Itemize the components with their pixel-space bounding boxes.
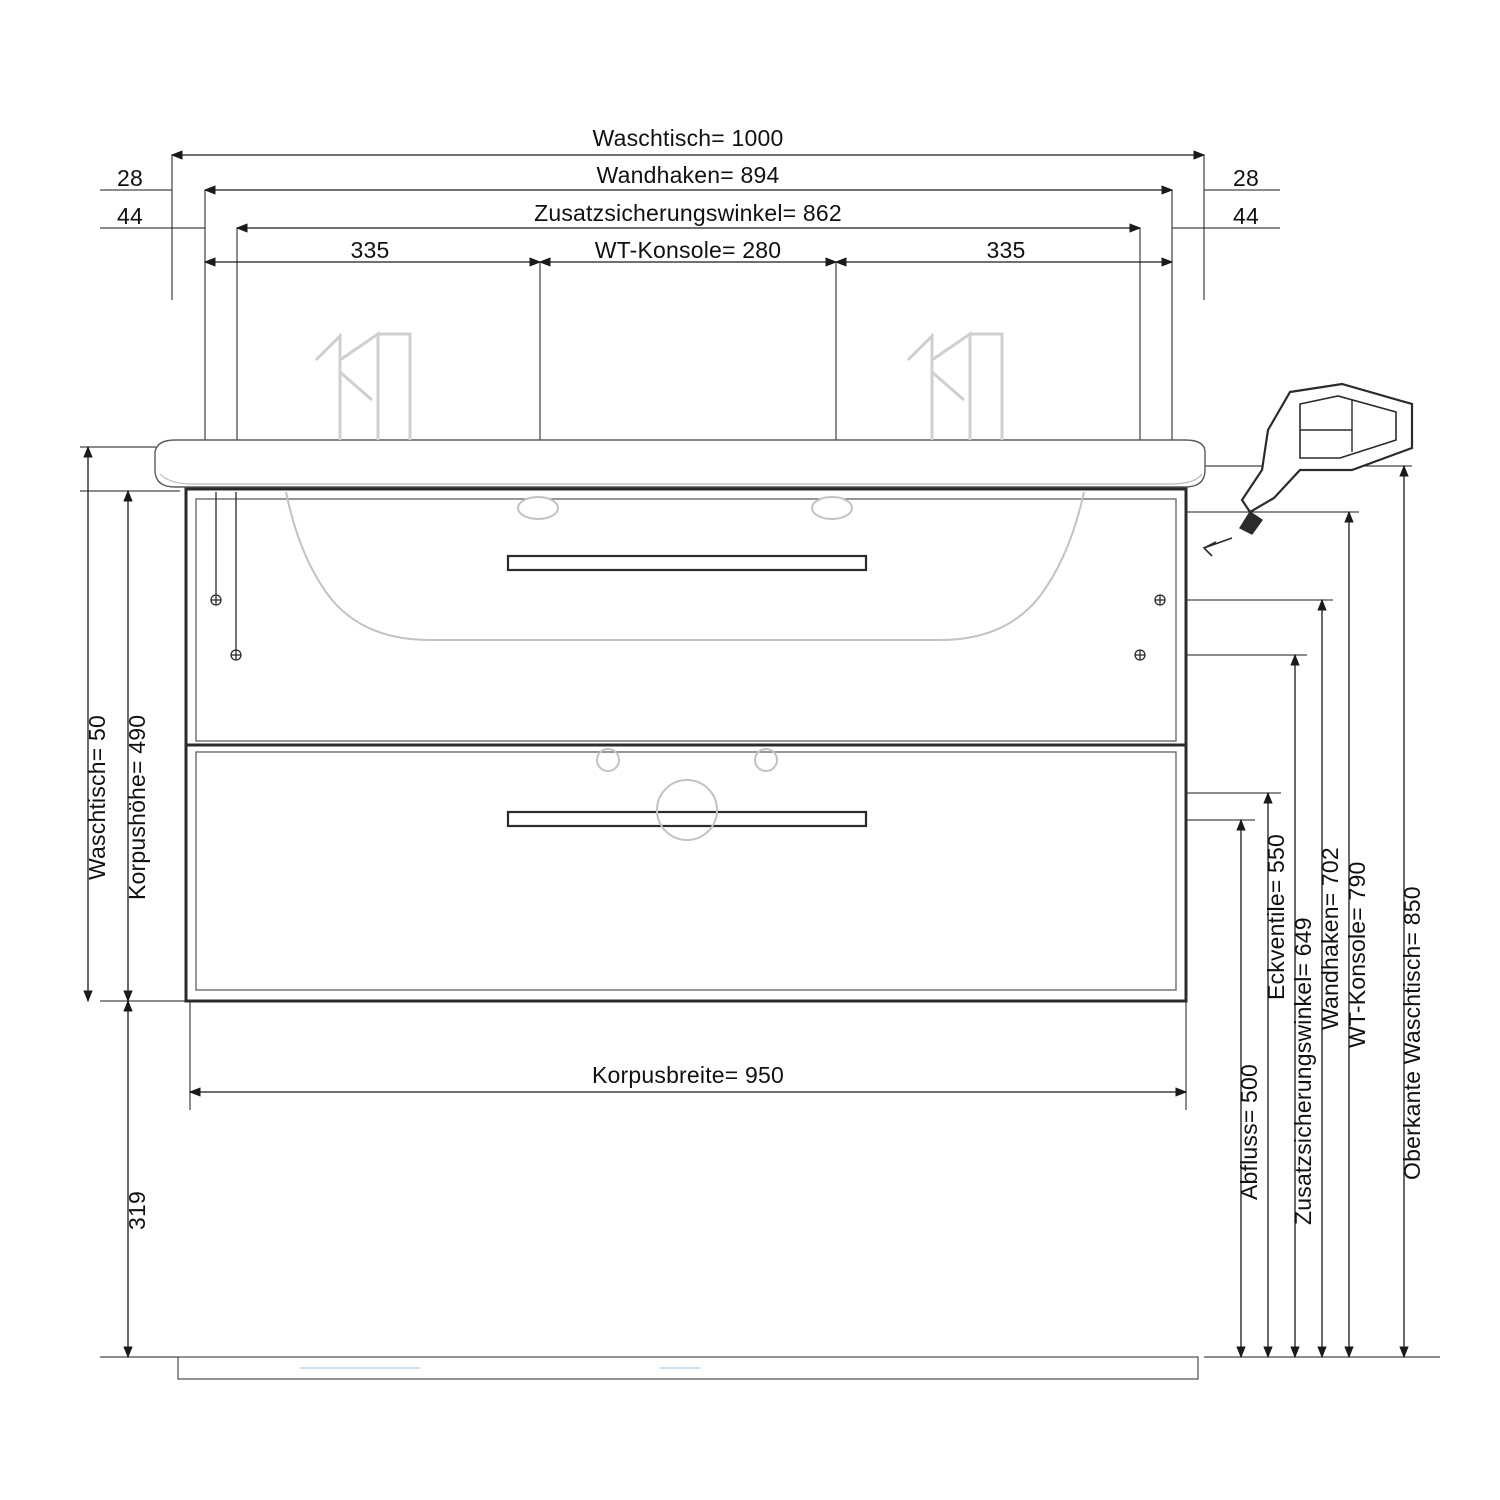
dim-abfluss-label: Abfluss= 500 (1236, 1063, 1262, 1200)
dim-eckventile-label: Eckventile= 550 (1263, 833, 1289, 1000)
dim-wt-konsole-h-label: WT-Konsole= 790 (1344, 861, 1370, 1048)
left-dimension-lines (88, 447, 128, 1357)
floor-slab (178, 1357, 1198, 1379)
faucet-left-icon (316, 334, 410, 440)
dim-left-44-label: 44 (117, 203, 143, 229)
dim-right-335-label: 335 (986, 237, 1026, 263)
faucet-right-icon (908, 334, 1002, 440)
dim-wandhaken-label: Wandhaken= 894 (596, 162, 780, 188)
dim-bodenabstand-label: 319 (124, 1191, 150, 1230)
dim-waschtisch-hoehe-label: Waschtisch= 50 (84, 715, 110, 880)
dim-left-335-label: 335 (350, 237, 390, 263)
dim-zusatzsicherungswinkel-label: Zusatzsicherungswinkel= 862 (534, 200, 842, 226)
washbasin-top (155, 440, 1205, 487)
cabinet-body (186, 489, 1186, 1001)
dim-oberkante-waschtisch-label: Oberkante Waschtisch= 850 (1399, 886, 1425, 1180)
dim-zusatzsicherungswinkel-h-label: Zusatzsicherungswinkel= 649 (1290, 917, 1316, 1225)
dim-left-28-label: 28 (117, 165, 143, 191)
dim-wt-konsole-label: WT-Konsole= 280 (594, 237, 782, 263)
dim-waschtisch-label: Waschtisch= 1000 (592, 125, 784, 151)
dim-right-44-label: 44 (1233, 203, 1259, 229)
dim-right-28-label: 28 (1233, 165, 1259, 191)
caulking-gun-icon (1204, 384, 1412, 556)
dim-wandhaken-h-label: Wandhaken= 702 (1317, 847, 1343, 1030)
dim-korpusbreite-label: Korpusbreite= 950 (591, 1062, 785, 1088)
dim-korpushoehe-label: Korpushöhe= 490 (124, 714, 150, 900)
